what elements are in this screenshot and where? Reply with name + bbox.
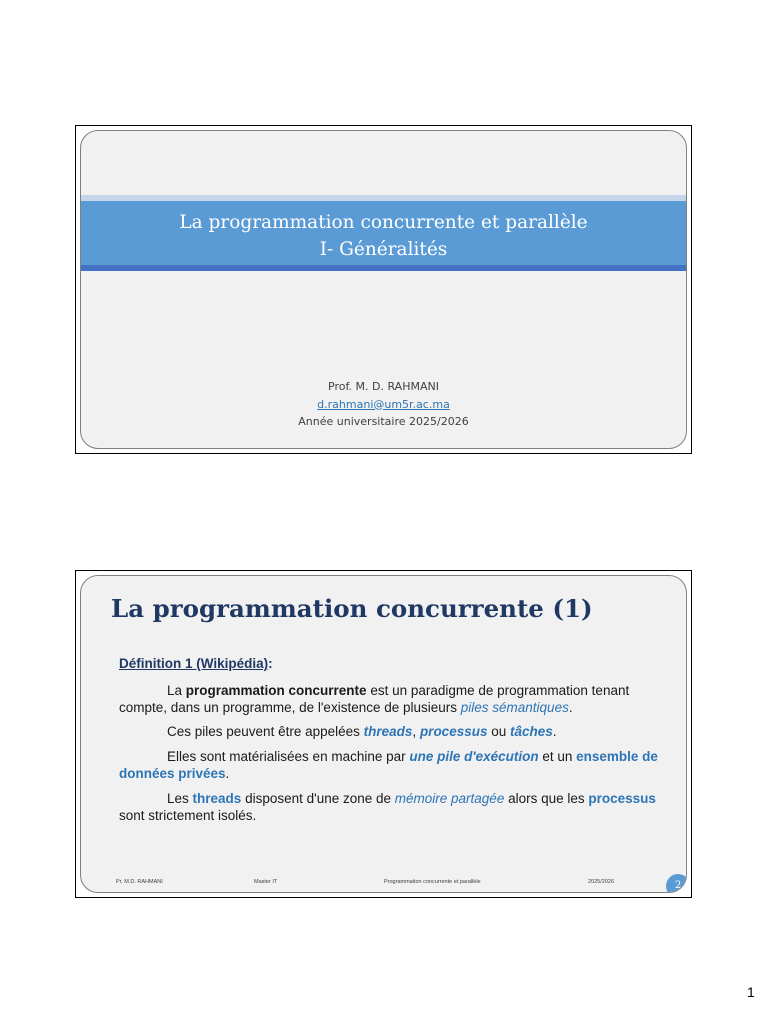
p2-taches: tâches [510, 724, 553, 739]
slide-2-title: La programmation concurrente (1) [111, 594, 593, 623]
p1-bold-term: programmation concurrente [185, 683, 367, 698]
p3-ensemble: ensemble de données privées [119, 749, 658, 781]
p4-processus: processus [588, 791, 656, 806]
p2-text-1: Ces piles peuvent être appelées [167, 724, 364, 739]
p2-end: . [552, 724, 557, 739]
p2-separator: , [412, 724, 420, 739]
definition-heading [119, 656, 273, 671]
page-number: 1 [747, 984, 755, 1000]
author-name: Prof. M. D. RAHMANI [328, 380, 439, 393]
p4-text-4: sont strictement isolés. [119, 808, 257, 823]
p4-threads: threads [192, 791, 242, 806]
academic-year: Année universitaire 2025/2026 [298, 415, 469, 428]
footer-course: Programmation concurrente et parallèle [384, 879, 481, 885]
p3-pile: une pile d'exécution [409, 749, 539, 764]
p1-text-2: est un paradigme de programmation tenant compte, dans un programme, de l'existence de plusieurs [119, 683, 630, 715]
p4-text-1: Les [167, 791, 193, 806]
p2-processus: processus [419, 724, 488, 739]
slide-1 [80, 130, 687, 449]
author-block [81, 378, 686, 431]
slide-2 [80, 575, 687, 893]
paragraph-3 [119, 748, 659, 782]
p1-text-1: La [167, 683, 186, 698]
p2-or: ou [487, 724, 511, 739]
paragraph-1 [119, 682, 659, 716]
slide-1-frame [75, 125, 692, 454]
slide-1-title: La programmation concurrente et parallèle [179, 212, 588, 233]
slide-number-badge: 2 [666, 874, 687, 893]
footer-program: Master IT [254, 879, 278, 885]
definition-heading-label: Définition 1 (Wikipédia) [119, 656, 269, 671]
footer-year: 2025/2026 [588, 879, 614, 885]
author-email-link[interactable]: d.rahmani@um5r.ac.ma [317, 397, 450, 411]
p3-text-1: Elles sont matérialisées en machine par [167, 749, 410, 764]
p4-text-2: disposent d'une zone de [241, 791, 395, 806]
p3-text-2: et un [538, 749, 577, 764]
paragraph-2 [119, 723, 659, 740]
definition-body [119, 682, 659, 832]
title-band [81, 201, 686, 271]
slide-1-subtitle: I- Généralités [319, 239, 448, 260]
p4-text-3: alors que les [504, 791, 589, 806]
p1-italic-term: piles sémantiques [460, 700, 569, 715]
slide-2-frame [75, 570, 692, 898]
paragraph-4 [119, 790, 659, 824]
footer-author: Pr. M.D. RAHMANI [116, 879, 163, 885]
p3-end: . [225, 766, 230, 781]
p4-memoire: mémoire partagée [394, 791, 505, 806]
p2-threads: threads [363, 724, 413, 739]
definition-heading-colon: : [268, 656, 273, 671]
p1-text-3: . [568, 700, 573, 715]
